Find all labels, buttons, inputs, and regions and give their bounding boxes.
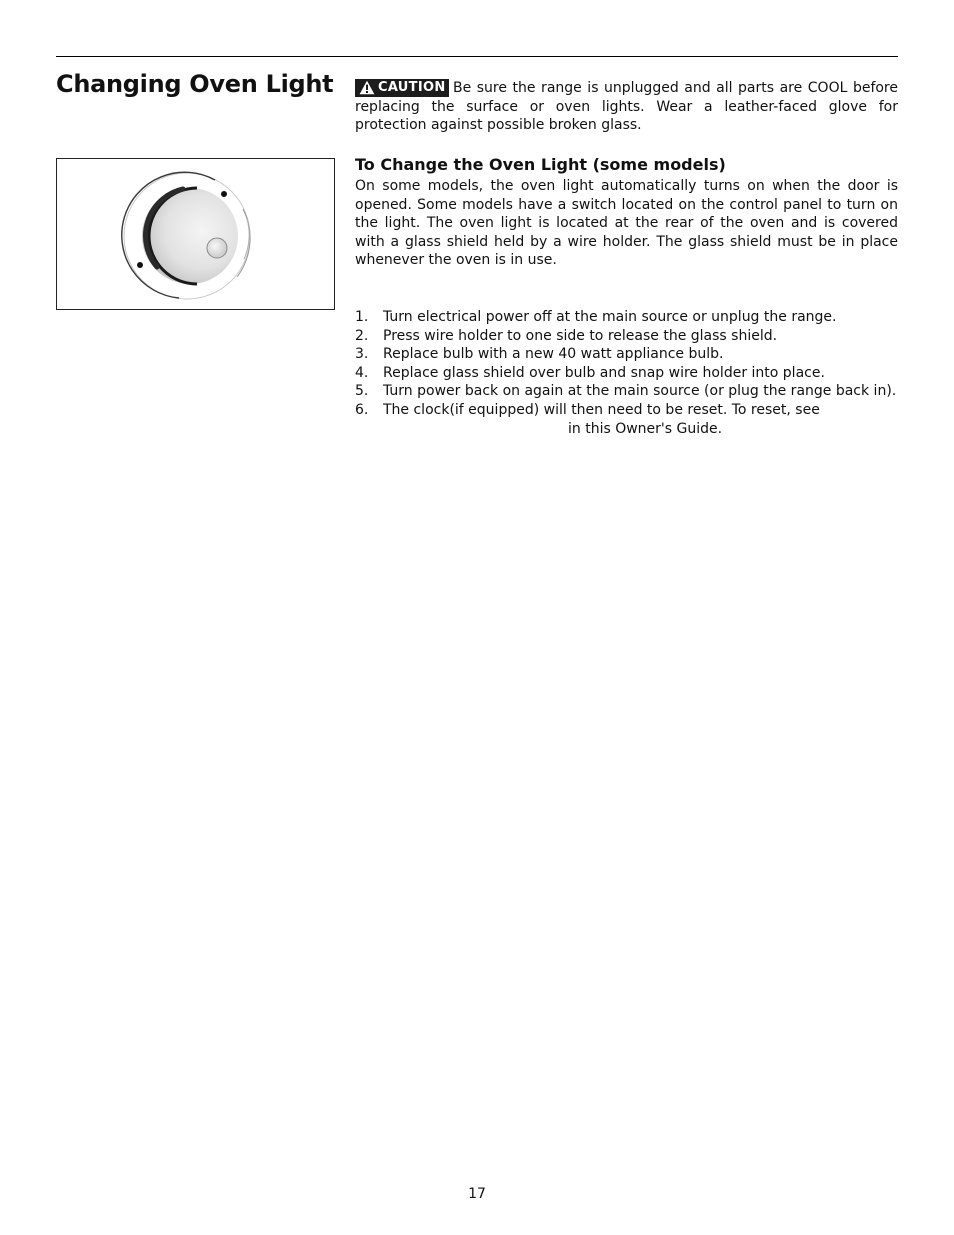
step-text: Press wire holder to one side to release the glass shield. xyxy=(383,327,778,344)
step-number: 1. xyxy=(355,309,369,325)
step-number: 5. xyxy=(355,383,369,400)
oven-light-figure xyxy=(56,158,335,310)
warning-icon xyxy=(359,80,375,95)
step-number: 3. xyxy=(355,346,369,363)
top-rule xyxy=(56,56,898,57)
oven-light-illustration-icon xyxy=(57,159,336,311)
step-text: Turn power back on again at the main source (or plug the range back in). xyxy=(383,383,897,400)
caution-text: Be sure the range is unplugged and all parts are COOL before replacing the surface or oven lights. Wear a leather-faced glove for protection against possible broken glass. xyxy=(355,80,898,134)
step-number: 2. xyxy=(355,327,369,344)
list-item xyxy=(355,308,898,327)
step-continuation: in this Owner's Guide. xyxy=(568,420,723,437)
list-item xyxy=(355,382,898,401)
page-title: Changing Oven Light xyxy=(56,70,334,98)
section-body: On some models, the oven light automatically turns on when the door is opened. Some models have a switch located on the control panel to turn on the light. The oven light is located at the rear of the oven and is covered with a glass shield held by a wire holder. The glass shield must be in place whenever the oven is in use. xyxy=(355,178,898,269)
list-item xyxy=(355,364,898,383)
step-text: Turn electrical power off at the main source or unplug the range. xyxy=(383,309,837,325)
list-item xyxy=(355,345,898,364)
step-text: Replace bulb with a new 40 watt appliance bulb. xyxy=(383,346,724,363)
page-number: 17 xyxy=(468,1186,486,1202)
caution-paragraph xyxy=(355,79,898,135)
step-number: 4. xyxy=(355,364,369,381)
step-text: The clock(if equipped) will then need to be reset. To reset, see xyxy=(383,401,820,418)
step-text: Replace glass shield over bulb and snap wire holder into place. xyxy=(383,364,825,381)
step-number: 6. xyxy=(355,401,369,418)
list-item xyxy=(355,401,898,438)
steps-list xyxy=(355,308,898,438)
section-heading: To Change the Oven Light (some models) xyxy=(355,155,726,174)
caution-badge xyxy=(355,79,449,97)
list-item xyxy=(355,327,898,346)
caution-label: CAUTION xyxy=(378,80,446,95)
